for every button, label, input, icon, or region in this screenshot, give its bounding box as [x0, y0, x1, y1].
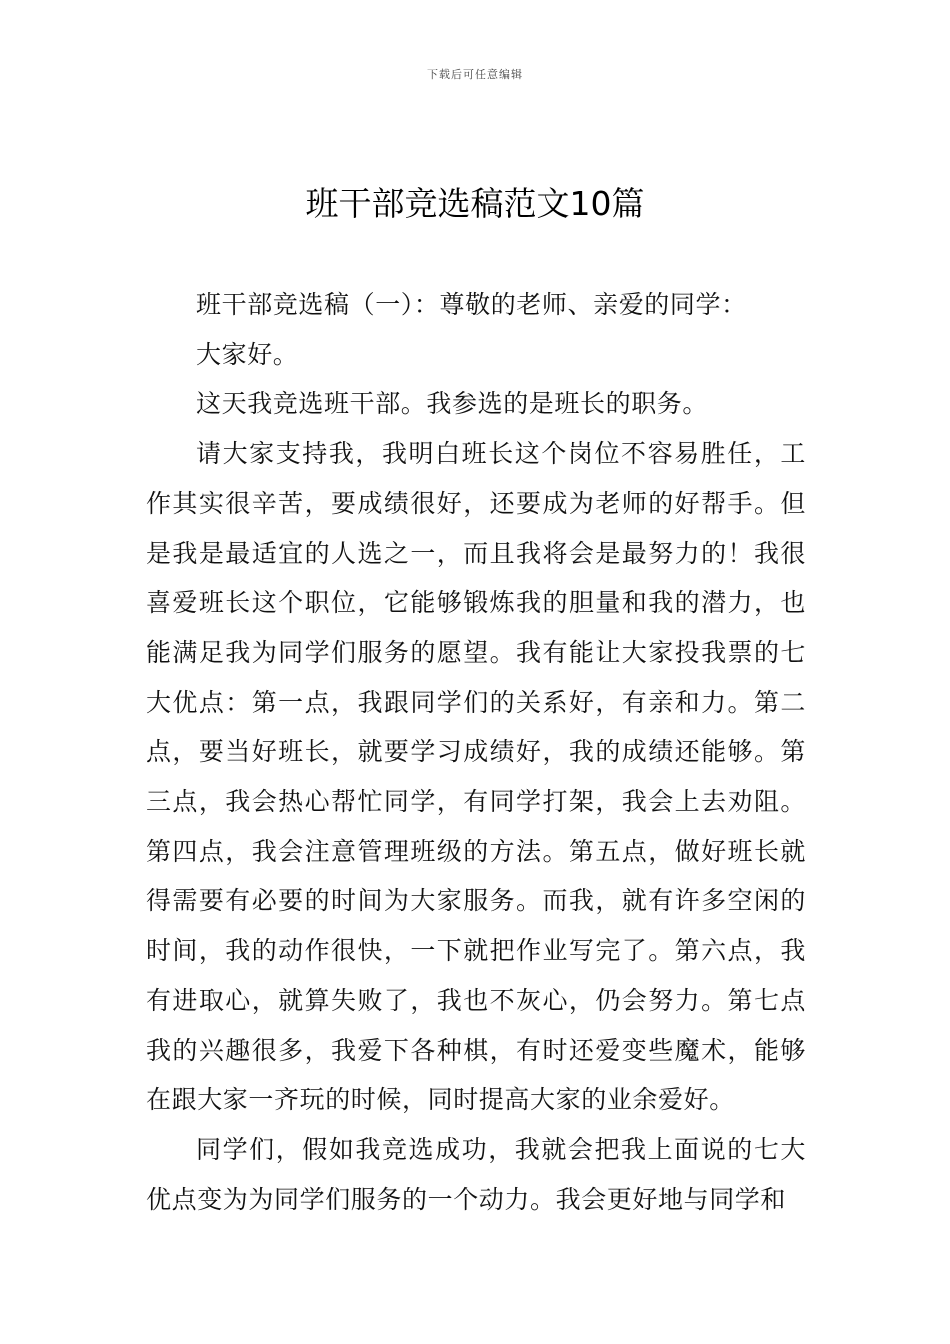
- document-body: [146, 280, 806, 1224]
- header-note: 下载后可任意编辑: [427, 68, 523, 81]
- paragraph: 大家好。: [196, 339, 299, 369]
- paragraph: 请大家支持我，我明白班长这个岗位不容易胜任，工作其实很辛苦，要成绩很好，还要成为老师的好帮手。但是我是最适宜的人选之一，而且我将会是最努力的！我很喜爱班长这个职位，它能够锻炼我的胆量和我的潜力，也能满足我为同学们服务的愿望。我有能让大家投我票的七大优点：第一点，我跟同学们的关系好，有亲和力。第二点，要当好班长，就要学习成绩好，我的成绩还能够。第三点，我会热心帮忙同学，有同学打架，我会上去劝阻。第四点，我会注意管理班级的方法。第五点，做好班长就得需要有必要的时间为大家服务。而我，就有许多空闲的时间，我的动作很快，一下就把作业写完了。第六点，我有进取心，就算失败了，我也不灰心，仍会努力。第七点我的兴趣很多，我爱下各种棋，有时还爱变些魔术，能够在跟大家一齐玩的时候，同时提高大家的业余爱好。: [146, 439, 806, 1115]
- document-title: 班干部竞选稿范文10篇: [305, 184, 645, 223]
- paragraph: 这天我竞选班干部。我参选的是班长的职务。: [196, 389, 709, 419]
- paragraph: 同学们，假如我竞选成功，我就会把我上面说的七大优点变为为同学们服务的一个动力。我会更好地与同学和: [146, 1134, 806, 1214]
- paragraph: 班干部竞选稿（一）：尊敬的老师、亲爱的同学：: [196, 290, 747, 319]
